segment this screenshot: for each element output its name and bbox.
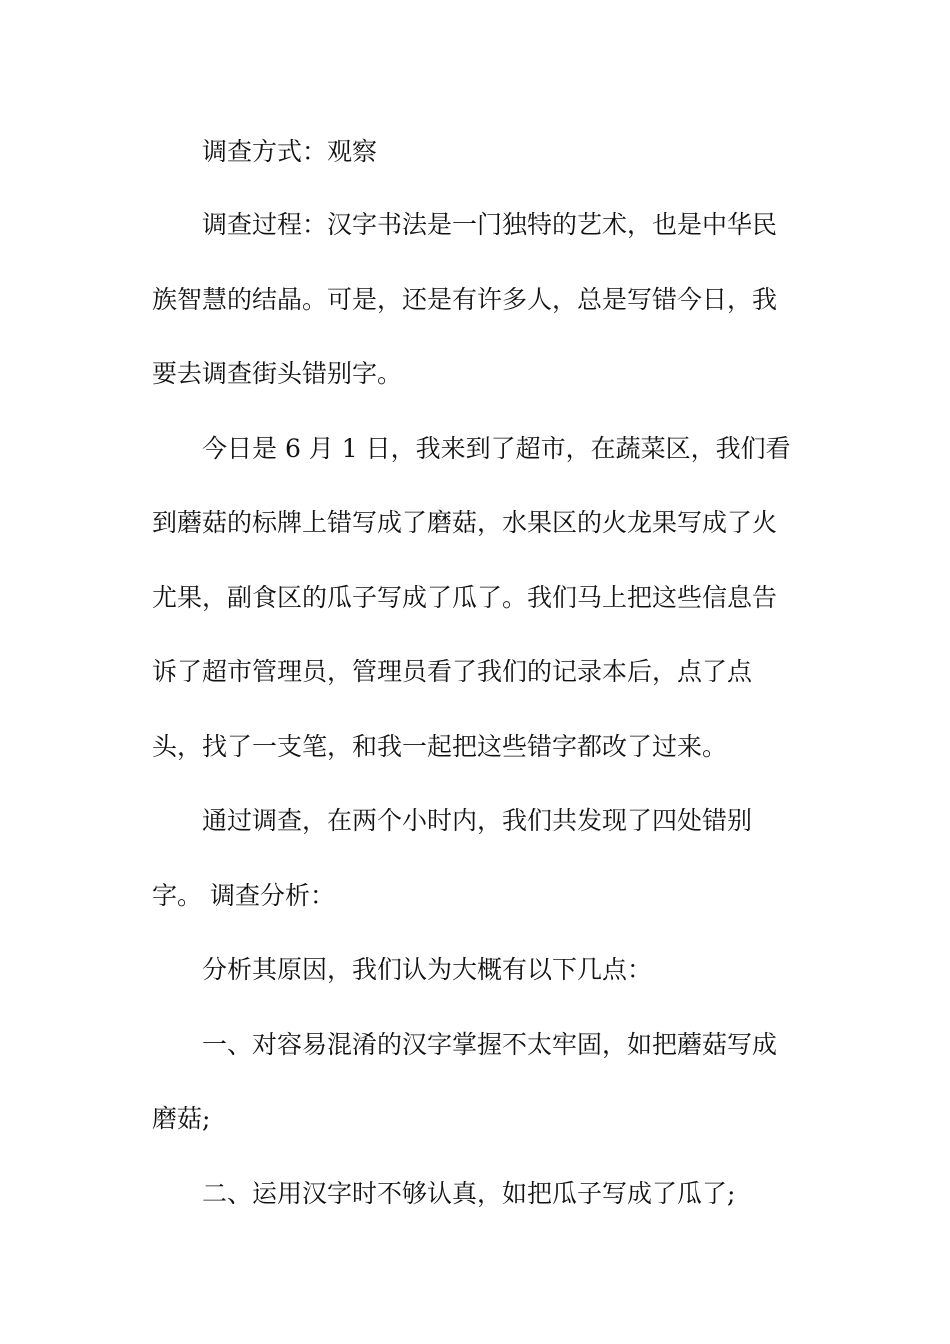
line-visit-2: 到蘑菇的标牌上错写成了磨菇，水果区的火龙果写成了火 xyxy=(152,508,778,537)
line-visit-3: 尤果，副食区的瓜子写成了瓜了。我们马上把这些信息告 xyxy=(152,583,778,612)
line-survey-process-2: 族智慧的结晶。可是，还是有许多人，总是写错今日，我 xyxy=(152,285,778,314)
line-reason-1a: 一、对容易混淆的汉字掌握不太牢固，如把蘑菇写成 xyxy=(202,1030,778,1059)
line-visit-1: 今日是 6 月 1 日，我来到了超市，在蔬菜区，我们看 xyxy=(202,434,791,463)
line-reason-1b: 磨菇; xyxy=(152,1104,211,1133)
line-analysis-intro: 分析其原因，我们认为大概有以下几点： xyxy=(202,955,653,984)
line-visit-4: 诉了超市管理员，管理员看了我们的记录本后，点了点 xyxy=(152,657,753,686)
line-result-1: 通过调查，在两个小时内，我们共发现了四处错别 xyxy=(202,806,753,835)
line-survey-process-3: 要去调查街头错别字。 xyxy=(152,359,403,388)
line-reason-2: 二、运用汉字时不够认真，如把瓜子写成了瓜了; xyxy=(202,1179,736,1208)
line-survey-method: 调查方式：观察 xyxy=(202,137,378,166)
line-survey-process-1: 调查过程：汉字书法是一门独特的艺术，也是中华民 xyxy=(202,210,778,239)
line-visit-5: 头，找了一支笔，和我一起把这些错字都改了过来。 xyxy=(152,732,728,761)
line-result-2: 字。 调查分析： xyxy=(152,881,335,910)
